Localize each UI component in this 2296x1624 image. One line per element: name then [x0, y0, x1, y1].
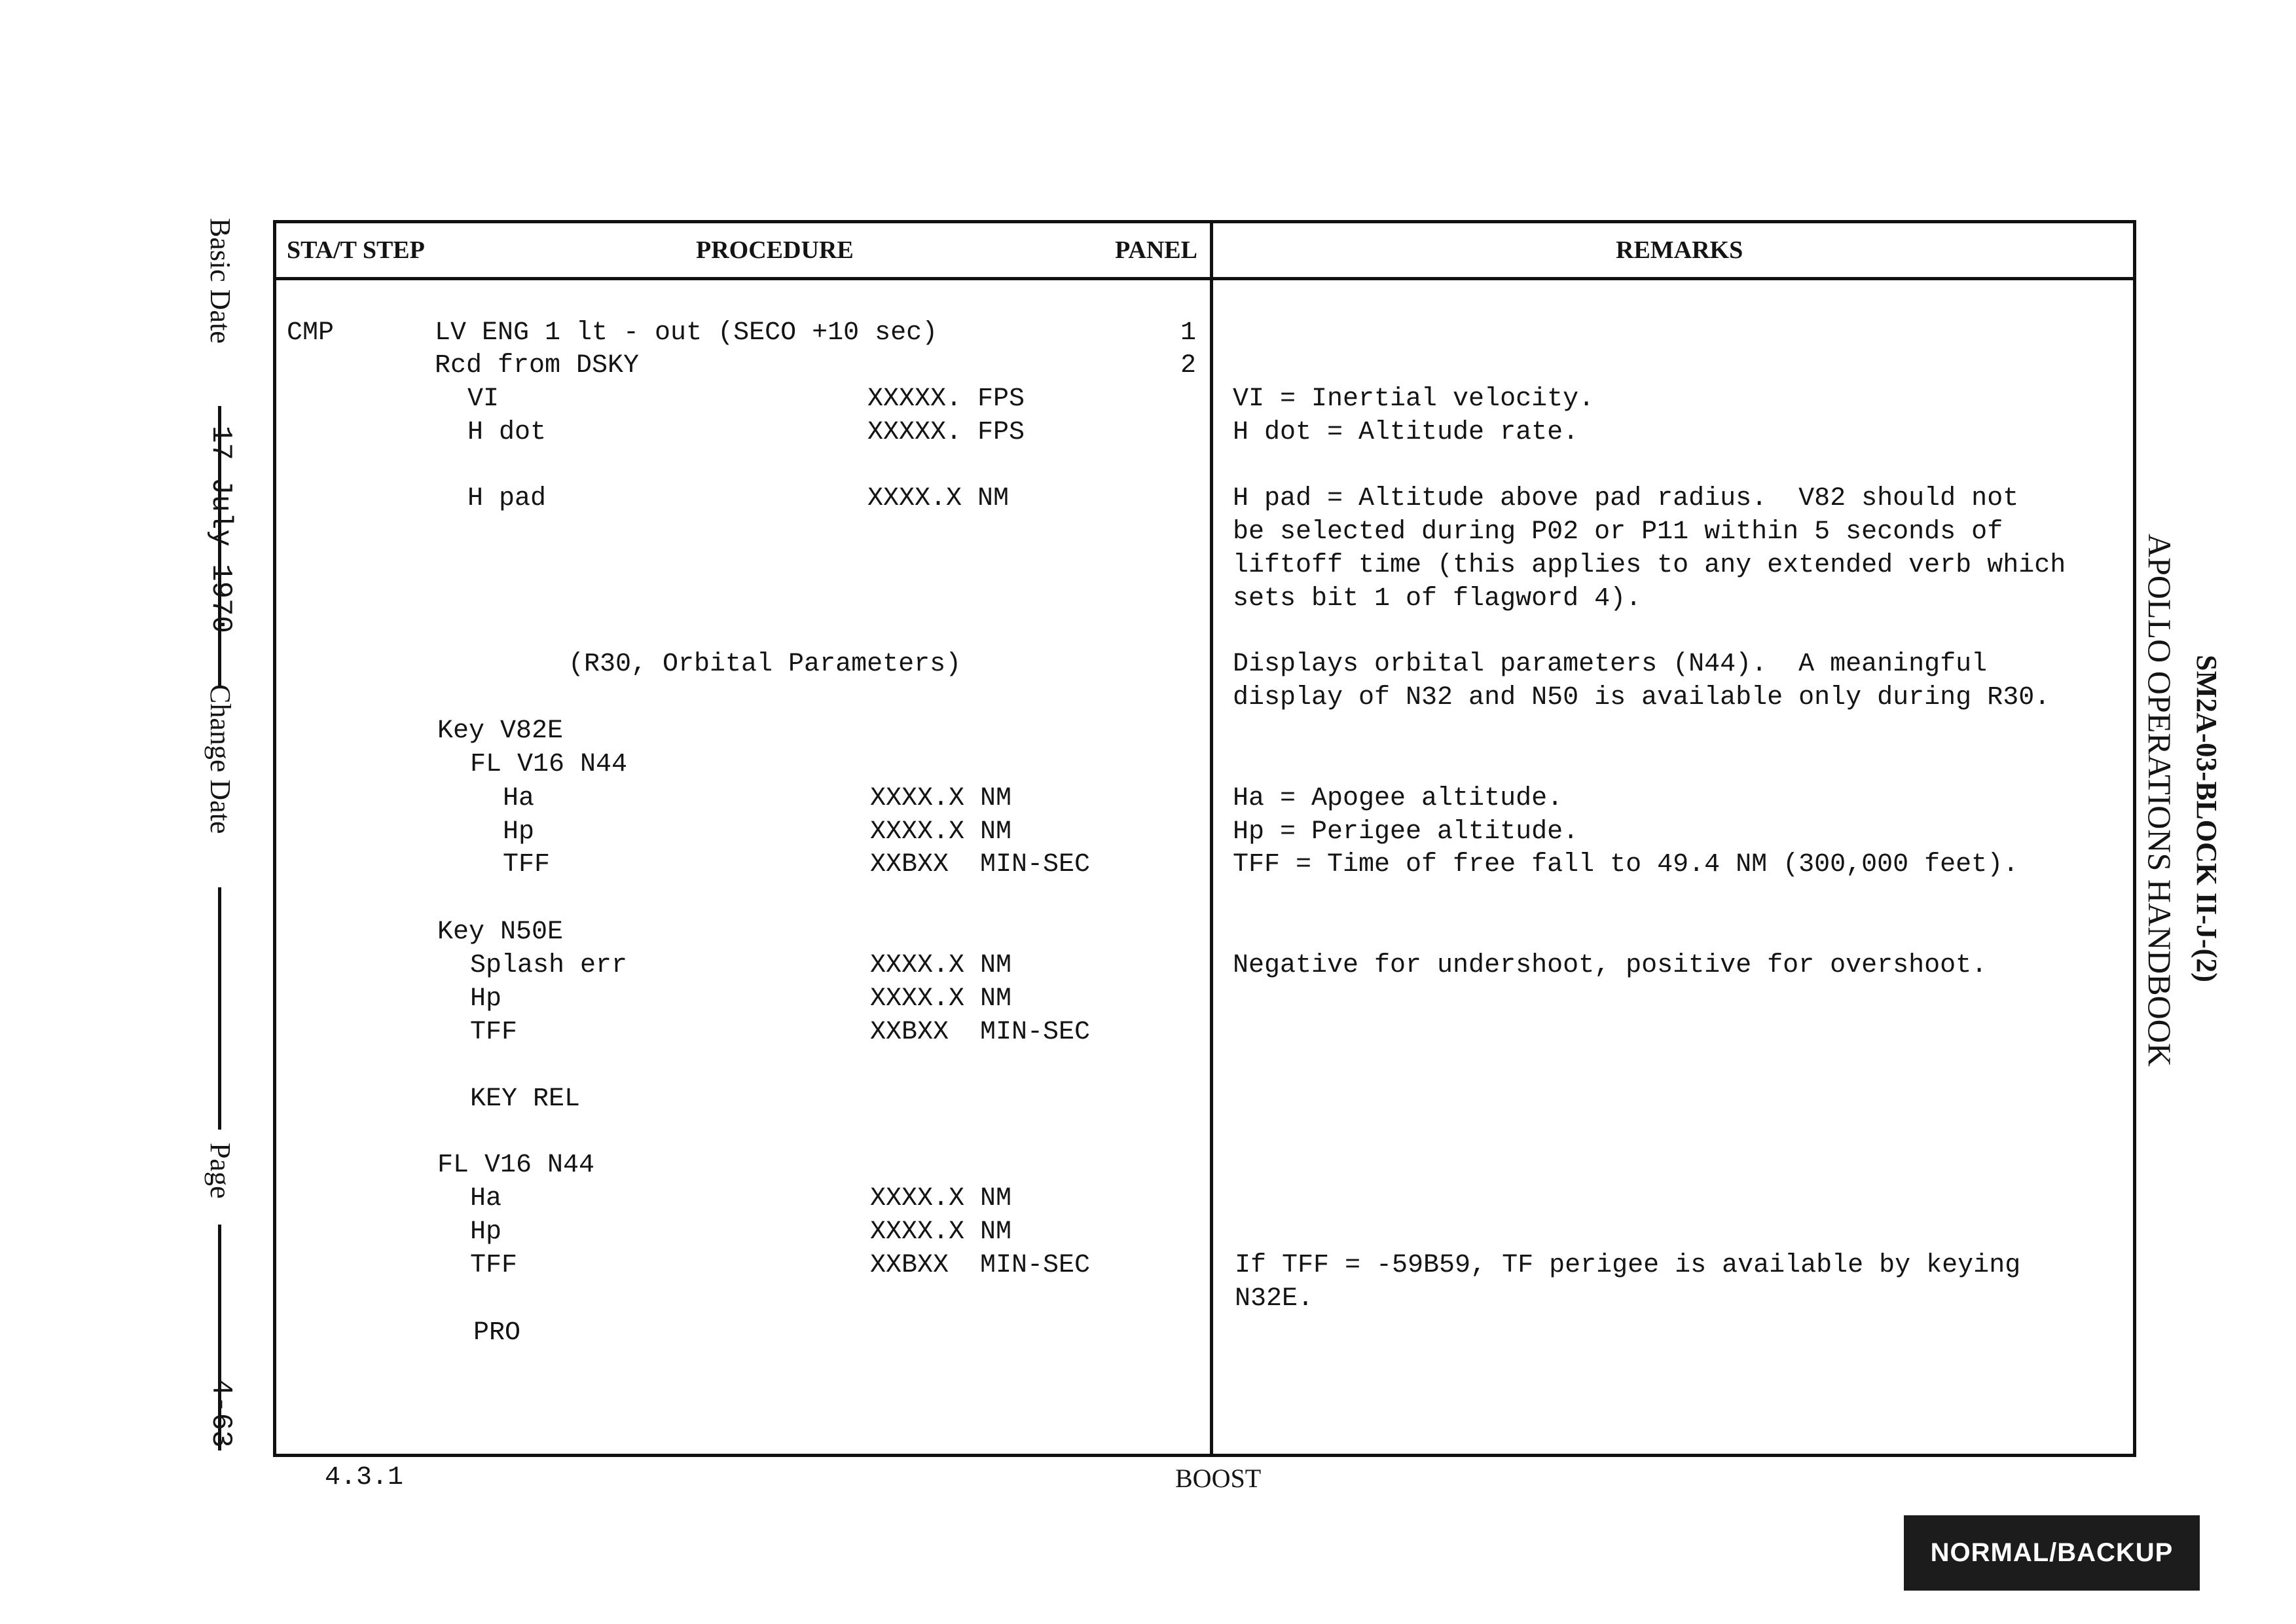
remark-line: H dot = Altitude rate.	[1233, 418, 1579, 447]
step-text: Ha	[470, 1184, 502, 1213]
basic-date-label: Basic Date	[204, 218, 236, 344]
remark-line: If TFF = -59B59, TF perigee is available by keying	[1235, 1251, 2021, 1280]
change-date-label: Change Date	[204, 684, 236, 834]
column-divider	[1210, 220, 1213, 1457]
header-panel: PANEL	[1115, 236, 1197, 264]
header-remarks: REMARKS	[1616, 236, 1743, 264]
handbook-title: APOLLO OPERATIONS HANDBOOK	[2141, 534, 2178, 1067]
step-text: H dot	[467, 418, 547, 447]
step-value: XXXX.X NM	[870, 784, 1012, 813]
step-text: (R30, Orbital Parameters)	[568, 650, 962, 679]
remark-line: liftoff time (this applies to any extended verb which	[1233, 551, 2066, 580]
step-value: XXXX.X NM	[870, 1217, 1012, 1247]
normal-backup-badge: NORMAL/BACKUP	[1904, 1515, 2200, 1591]
step-value: XXBXX MIN-SEC	[870, 850, 1091, 879]
step-value: XXXX.X NM	[870, 817, 1012, 847]
remark-line: display of N32 and N50 is available only during R30.	[1233, 683, 2050, 712]
remark-line: Ha = Apogee altitude.	[1233, 784, 1563, 813]
step-value: XXBXX MIN-SEC	[870, 1251, 1091, 1280]
step-text: TFF	[503, 850, 551, 879]
page-number: 4-63	[204, 1378, 237, 1448]
remark-line: sets bit 1 of flagword 4).	[1233, 584, 1642, 614]
step-text: VI	[467, 384, 500, 414]
header-procedure: PROCEDURE	[696, 236, 854, 264]
header-divider	[273, 277, 2136, 280]
step-text: LV ENG 1 lt - out (SECO +10 sec)	[435, 318, 938, 348]
remark-line: VI = Inertial velocity.	[1233, 384, 1595, 414]
step-text: FL V16 N44	[470, 750, 628, 779]
remark-line: H pad = Altitude above pad radius. V82 should not	[1233, 484, 2019, 513]
panel-number: 1	[1180, 318, 1197, 348]
step-text: PRO	[473, 1318, 521, 1348]
step-text: H pad	[467, 484, 547, 513]
page-label: Page	[204, 1143, 236, 1199]
step-text: Key N50E	[437, 917, 564, 947]
remark-line: be selected during P02 or P11 within 5 seconds of	[1233, 517, 2003, 547]
step-text: Splash err	[470, 951, 628, 980]
panel-number: 2	[1180, 351, 1197, 380]
step-value: XXXX.X NM	[870, 1184, 1012, 1213]
remark-line: Displays orbital parameters (N44). A meaningful	[1233, 650, 1988, 679]
step-value: XXXXX. FPS	[867, 384, 1025, 414]
step-text: Hp	[470, 984, 502, 1014]
station-label: CMP	[287, 318, 335, 348]
step-value: XXBXX MIN-SEC	[870, 1018, 1091, 1047]
header-sta-t-step: STA/T STEP	[287, 236, 425, 264]
step-text: Hp	[470, 1217, 502, 1247]
remark-line: Hp = Perigee altitude.	[1233, 817, 1579, 847]
step-text: Key V82E	[437, 716, 564, 746]
remark-line: TFF = Time of free fall to 49.4 NM (300,000 feet).	[1233, 850, 2019, 879]
remark-line: Negative for undershoot, positive for overshoot.	[1233, 951, 1988, 980]
step-text: KEY REL	[470, 1084, 581, 1114]
step-text: Hp	[503, 817, 535, 847]
step-text: Ha	[503, 784, 535, 813]
step-text: TFF	[470, 1251, 518, 1280]
step-text: Rcd from DSKY	[435, 351, 640, 380]
section-number: 4.3.1	[325, 1463, 404, 1492]
step-value: XXXX.X NM	[867, 484, 1010, 513]
step-value: XXXX.X NM	[870, 984, 1012, 1014]
document-number: SM2A-03-BLOCK II-J-(2)	[2191, 655, 2223, 982]
phase-label: BOOST	[1175, 1464, 1262, 1493]
basic-date-value: 17 July 1970	[204, 426, 237, 633]
step-text: FL V16 N44	[437, 1151, 595, 1180]
remark-line: N32E.	[1235, 1284, 1314, 1314]
step-value: XXXX.X NM	[870, 951, 1012, 980]
step-text: TFF	[470, 1018, 518, 1047]
step-value: XXXXX. FPS	[867, 418, 1025, 447]
change-date-rule	[218, 887, 221, 1130]
